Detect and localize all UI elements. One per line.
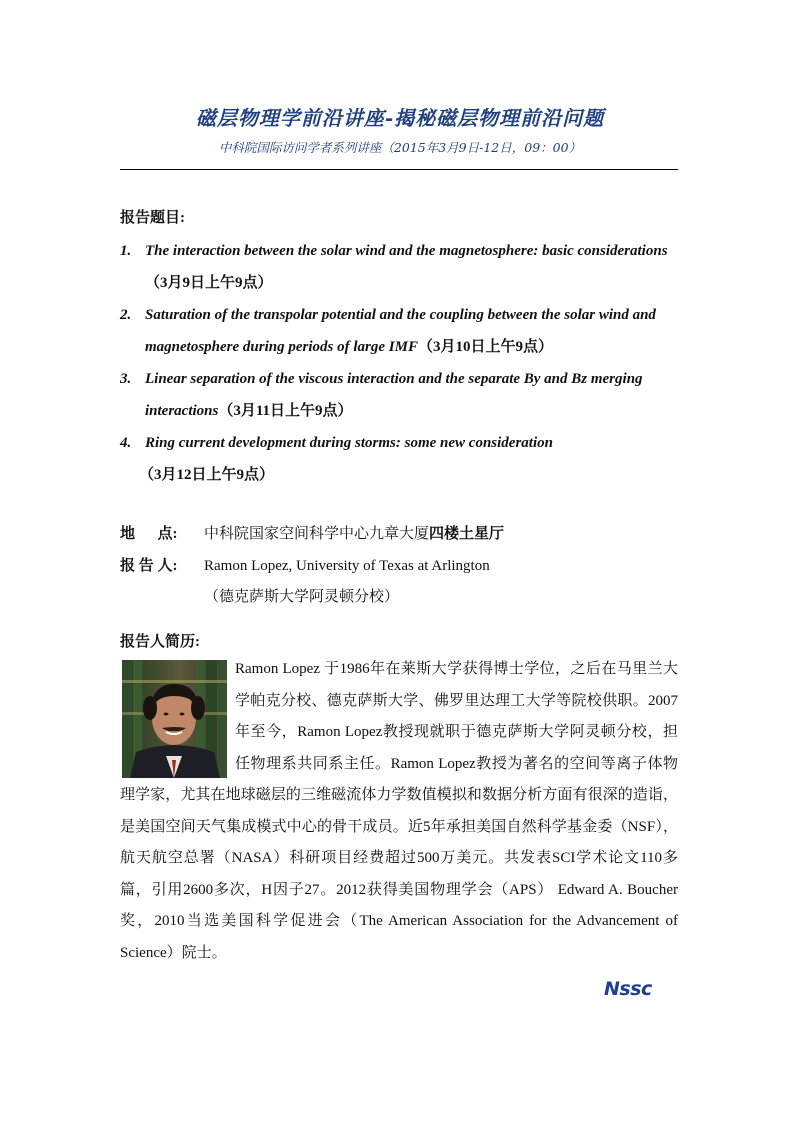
topic-number: 3. (120, 371, 132, 387)
page-subtitle: 中科院国际访问学者系列讲座（2015年3月9日-12日，09：00） (218, 140, 582, 155)
page-title: 磁层物理学前沿讲座-揭秘磁层物理前沿问题 (195, 106, 605, 130)
photo-spacer (120, 654, 235, 778)
topic-number: 1. (120, 243, 132, 259)
topics-heading: 报告题目: (120, 210, 185, 226)
topic-number: 4. (120, 435, 132, 451)
topic-title: The interaction between the solar wind and the magnetosphere: basic considerations (145, 243, 668, 259)
nssc-logo: Nssc (604, 978, 652, 1000)
topic-title: Linear separation of the viscous interaction and the separate By and Bz merging interactions (145, 371, 643, 419)
venue-label: 地 点: (120, 526, 178, 542)
topic-time: （3月11日上午9点） (218, 402, 353, 419)
topic-number: 2. (120, 307, 132, 323)
speaker-affiliation: （德克萨斯大学阿灵顿分校） (204, 589, 400, 605)
topic-time: （3月12日上午9点） (139, 466, 275, 483)
speaker-line (120, 554, 490, 575)
venue-room: 四楼土星厅 (429, 526, 505, 542)
topic-item-4 (120, 428, 690, 492)
bio-paragraph (120, 654, 678, 969)
topic-time: （3月9日上午9点） (145, 274, 273, 291)
topic-item-2 (120, 300, 690, 364)
bio-heading: 报告人简历: (120, 634, 200, 650)
topic-title: Ring current development during storms: some new consideration (145, 435, 553, 451)
bio-text: Ramon Lopez 于1986年在莱斯大学获得博士学位，之后在马里兰大学帕克分校、德克萨斯大学、佛罗里达理工大学等院校供职。2007年至今，Ramon Lopez教授现就职于德克萨斯大学阿灵顿分校，担任物理系共同系主任。Ramon Lopez教授为著名的空间等离子体物理学家，尤其在地球磁层的三维磁流体力学数值模拟和数据分析方面有很深的造诣，是美国空间天气集成模式中心的骨干成员。近5年承担美国自然科学基金委（NSF），航天航空总署（NASA）科研项目经费超过500万美元。共发表SCI学术论文110多篇，引用2600多次，H因子27。2012获得美国物理学会（APS） Edward A. Boucher奖，2010当选美国科学促进会（The American Association for the Advancement of Science）院士。 (120, 661, 678, 961)
topic-title: Saturation of the transpolar potential and the coupling between the solar wind and magnetosphere during periods of large IMF (145, 307, 656, 355)
venue-line (120, 522, 504, 543)
topic-item-3 (120, 364, 690, 428)
venue-text: 中科院国家空间科学中心九章大厦 (204, 526, 430, 542)
topic-time: （3月10日上午9点） (417, 338, 553, 355)
topic-item-1 (120, 236, 690, 300)
speaker-label: 报 告 人: (120, 558, 178, 574)
speaker-name: Ramon Lopez, University of Texas at Arlington (204, 558, 490, 574)
header-divider (120, 169, 678, 170)
topic-list (120, 236, 690, 492)
